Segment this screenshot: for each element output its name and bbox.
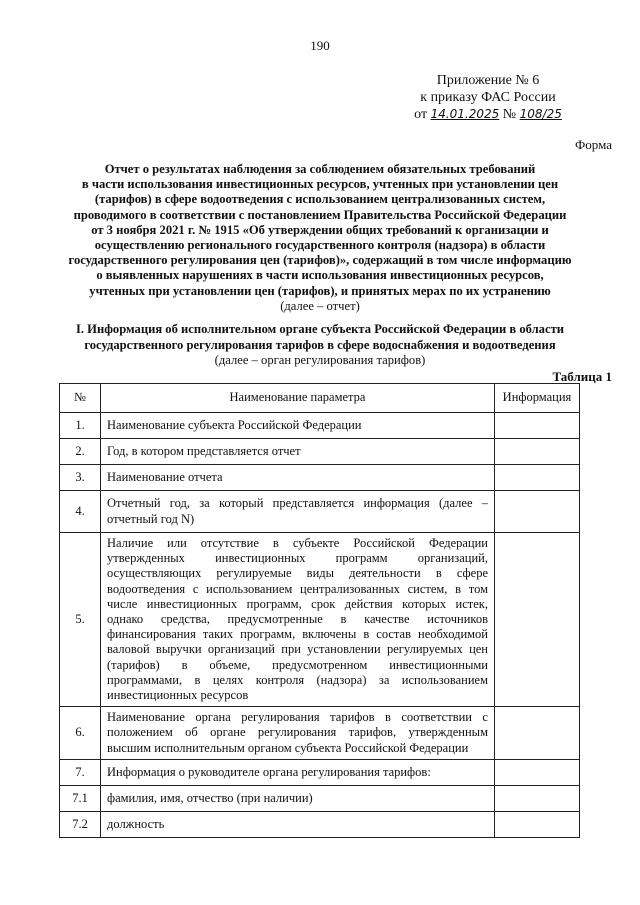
form-label: Форма — [575, 137, 612, 152]
row-parameter: Год, в котором представляется отчет — [101, 439, 495, 465]
title-note: (далее – отчет) — [280, 298, 360, 313]
row-parameter: Наименование органа регулирования тарифов в соответствии с положением об органе регулирования тарифов, утвержденным высшим исполнительным органом субъекта Российской Федерации — [101, 707, 495, 760]
table-header-row — [60, 384, 580, 413]
table-row — [60, 785, 580, 811]
section-heading — [55, 322, 585, 369]
title-line: учтенных при установлении цен (тарифов), и принятых мерах по их устранению — [89, 283, 551, 298]
number-prefix: № — [502, 107, 517, 122]
row-number: 1. — [60, 413, 101, 439]
title-line: проводимого в соответствии с постановлением Правительства Российской Федерации — [73, 207, 567, 222]
section-line: I. Информация об исполнительном органе субъекта Российской Федерации в области — [75, 322, 565, 336]
table-caption: Таблица 1 — [552, 369, 612, 384]
table-row — [60, 811, 580, 837]
row-info-cell[interactable] — [495, 707, 580, 760]
row-parameter: Наименование отчета — [101, 465, 495, 491]
row-number: 7. — [60, 759, 101, 785]
row-parameter: Отчетный год, за который представляется информация (далее – отчетный год N) — [101, 491, 495, 533]
row-number: 2. — [60, 439, 101, 465]
row-info-cell[interactable] — [495, 811, 580, 837]
title-line: осуществлению регионального государственного контроля (надзора) в области — [94, 238, 546, 253]
row-number: 7.2 — [60, 811, 101, 837]
row-number: 7.1 — [60, 785, 101, 811]
table-row — [60, 439, 580, 465]
header-parameter: Наименование параметра — [101, 384, 495, 413]
row-parameter: Наименование субъекта Российской Федерации — [101, 413, 495, 439]
row-number: 6. — [60, 707, 101, 760]
header-info: Информация — [495, 384, 580, 413]
title-line: в части использования инвестиционных ресурсов, учтенных при установлении цен — [81, 177, 559, 192]
appendix-title: Приложение № 6 — [436, 73, 540, 88]
row-info-cell[interactable] — [495, 439, 580, 465]
row-info-cell[interactable] — [495, 413, 580, 439]
row-number: 5. — [60, 533, 101, 707]
parameters-table — [59, 383, 580, 838]
table-row — [60, 533, 580, 707]
row-info-cell[interactable] — [495, 759, 580, 785]
row-info-cell[interactable] — [495, 465, 580, 491]
row-parameter: фамилия, имя, отчество (при наличии) — [101, 785, 495, 811]
report-title — [55, 162, 585, 314]
order-number: 108/25 — [519, 107, 562, 121]
title-line: (тарифов) в сфере водоотведения с использованием централизованных систем, — [94, 192, 546, 207]
row-info-cell[interactable] — [495, 491, 580, 533]
row-number: 3. — [60, 465, 101, 491]
row-info-cell[interactable] — [495, 785, 580, 811]
table-row — [60, 491, 580, 533]
table-row — [60, 759, 580, 785]
appendix-block — [398, 72, 578, 123]
row-number: 4. — [60, 491, 101, 533]
row-parameter: Наличие или отсутствие в субъекте Российской Федерации утвержденных инвестиционных программ организаций, осуществляющих регулируемые виды деятельности в сфере водоотведения с использованием централизованных систем, в том числе инвестиционных программ, срок действия которых истек, однако средства, предусмотренные в качестве источников финансирования таких программ, включены в состав необходимой валовой выручки организаций при установлении регулируемых цен (тарифов) в объеме, предусмотренном инвестиционными программами, в целях контроля (надзора) за использованием инвестиционных ресурсов — [101, 533, 495, 707]
date-prefix: от — [414, 107, 428, 122]
row-info-cell[interactable] — [495, 533, 580, 707]
row-parameter: должность — [101, 811, 495, 837]
title-line: Отчет о результатах наблюдения за соблюдением обязательных требований — [104, 162, 536, 176]
table-row — [60, 707, 580, 760]
title-line: от 3 ноября 2021 г. № 1915 «Об утверждении общих требований к организации и — [91, 222, 549, 237]
section-note: (далее – орган регулирования тарифов) — [214, 353, 426, 367]
row-parameter: Информация о руководителе органа регулирования тарифов: — [101, 759, 495, 785]
title-line: государственного регулирования цен (тарифов)», содержащий в том числе информацию — [68, 253, 572, 268]
page-number: 190 — [310, 38, 330, 53]
table-row — [60, 465, 580, 491]
section-line: государственного регулирования тарифов в сфере водоснабжения и водоотведения — [84, 337, 556, 352]
table-row — [60, 413, 580, 439]
title-line: о выявленных нарушениях в части использования инвестиционных ресурсов, — [96, 268, 544, 283]
order-date: 14.01.2025 — [430, 107, 500, 121]
appendix-date-number — [398, 106, 578, 123]
header-number: № — [60, 384, 101, 413]
appendix-order-ref: к приказу ФАС России — [420, 90, 556, 105]
